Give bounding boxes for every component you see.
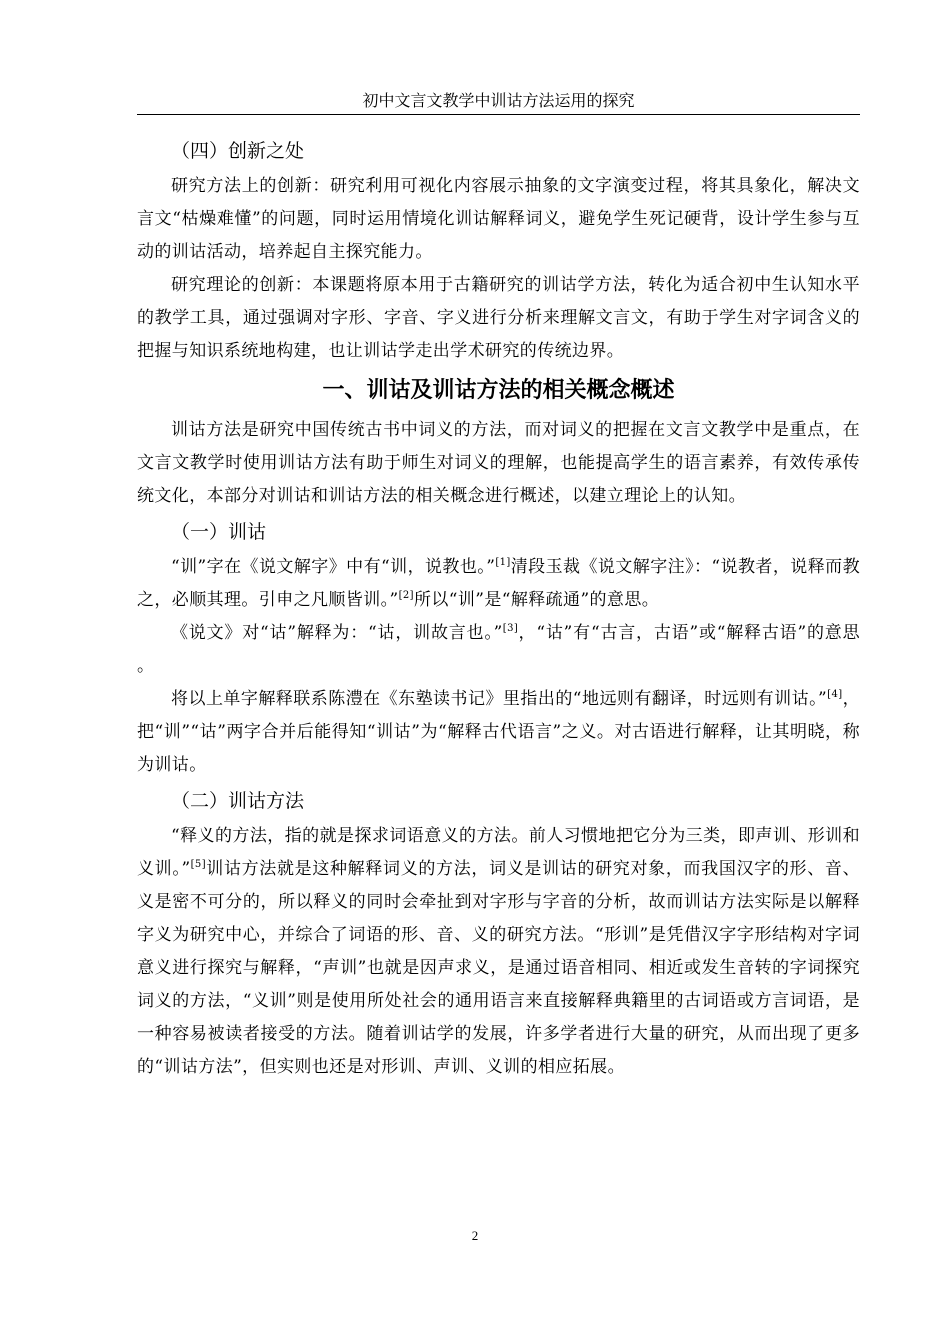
text-run: 清段玉裁《说文解字注》：“说教者，说释而教之，必顺其理。引申之凡顺皆训。” <box>137 557 860 610</box>
section-heading-xungu: （一）训诂 <box>171 521 267 543</box>
page-number: 2 <box>471 1228 479 1243</box>
citation-ref: [4] <box>827 689 843 700</box>
citation-ref: [1] <box>495 557 511 568</box>
paragraph-theory-innovation: 研究理论的创新：本课题将原本用于古籍研究的训诂学方法，转化为适合初中生认知水平的教学工具，通过强调对字形、字音、字义进行分析来理解文言文，有助于学生对字词含义的把握与知识系统地构建，也让训诂学走出学术研究的传统边界。 <box>137 275 860 361</box>
citation-ref: [2] <box>398 590 414 601</box>
body-text <box>137 132 860 1084</box>
text-run: 《说文》对“诂”解释为：“诂，训故言也。” <box>171 623 503 643</box>
section-heading-method: （二）训诂方法 <box>171 790 305 812</box>
text-run: 所以“训”是“解释疏通”的意思。 <box>413 590 660 610</box>
text-run: “训”字在《说文解字》中有“训，说教也。” <box>171 557 496 577</box>
text-run: ，“诂”有“古言，古语”或“解释古语”的意思 。 <box>137 623 860 676</box>
citation-ref: [3] <box>502 623 519 634</box>
paragraph-chapter-intro: 训诂方法是研究中国传统古书中词义的方法，而对词义的把握在文言文教学中是重点，在文言文教学时使用训诂方法有助于师生对词义的理解，也能提高学生的语言素养，有效传承传统文化，本部分对训诂和训诂方法的相关概念进行概述，以建立理论上的认知。 <box>137 420 860 506</box>
paragraph-gu-definition <box>137 617 860 683</box>
citation-ref: [5] <box>190 859 206 870</box>
text-run: “释义的方法，指的就是探求词语意义的方法。前人习惯地把它分为三类，即声训、形训和义训。” <box>137 826 860 879</box>
text-run: 将以上单字解释联系陈澧在《东塾读书记》里指出的“地远则有翻译，时远则有训诂。” <box>171 689 828 709</box>
paragraph-xun-definition <box>137 551 860 617</box>
text-run: 训诂方法就是这种解释词义的方法，词义是训诂的研究对象，而我国汉字的形、音、义是密不可分的，所以释义的同时会牵扯到对字形与字音的分析，故而训诂方法实际是以解释字义为研究中心，并综合了词语的形、音、义的研究方法。“形训”是凭借汉字字形结构对字词意义进行探究与解释，“声训”也就是因声求义，是通过语音相同、相近或发生音转的字词探究词义的方法，“义训”则是使用所处社会的通用语言来直接解释典籍里的古词语或方言词语，是一种容易被读者接受的方法。随着训诂学的发展，许多学者进行大量的研究，从而出现了更多的“训诂方法”，但实则也还是对形训、声训、义训的相应拓展。 <box>137 859 860 1077</box>
text-run: ，把“训”“诂”两字合并后能得知“训诂”为“解释古代语言”之义。对古语进行解释，让其明晓，称为训诂。 <box>137 689 861 775</box>
paragraph-xungu-combined <box>137 683 860 782</box>
running-header: 初中文言文教学中训诂方法运用的探究 <box>137 90 860 115</box>
chapter-heading: 一、训诂及训诂方法的相关概念概述 <box>322 378 675 403</box>
paragraph-method-innovation: 研究方法上的创新：研究利用可视化内容展示抽象的文字演变过程，将其具象化，解决文言文“枯燥难懂”的问题，同时运用情境化训诂解释词义，避免学生死记硬背，设计学生参与互动的训诂活动，培养起自主探究能力。 <box>137 176 860 262</box>
paragraph-xungu-method <box>137 820 860 1084</box>
section-heading-innovation: （四）创新之处 <box>171 140 305 162</box>
